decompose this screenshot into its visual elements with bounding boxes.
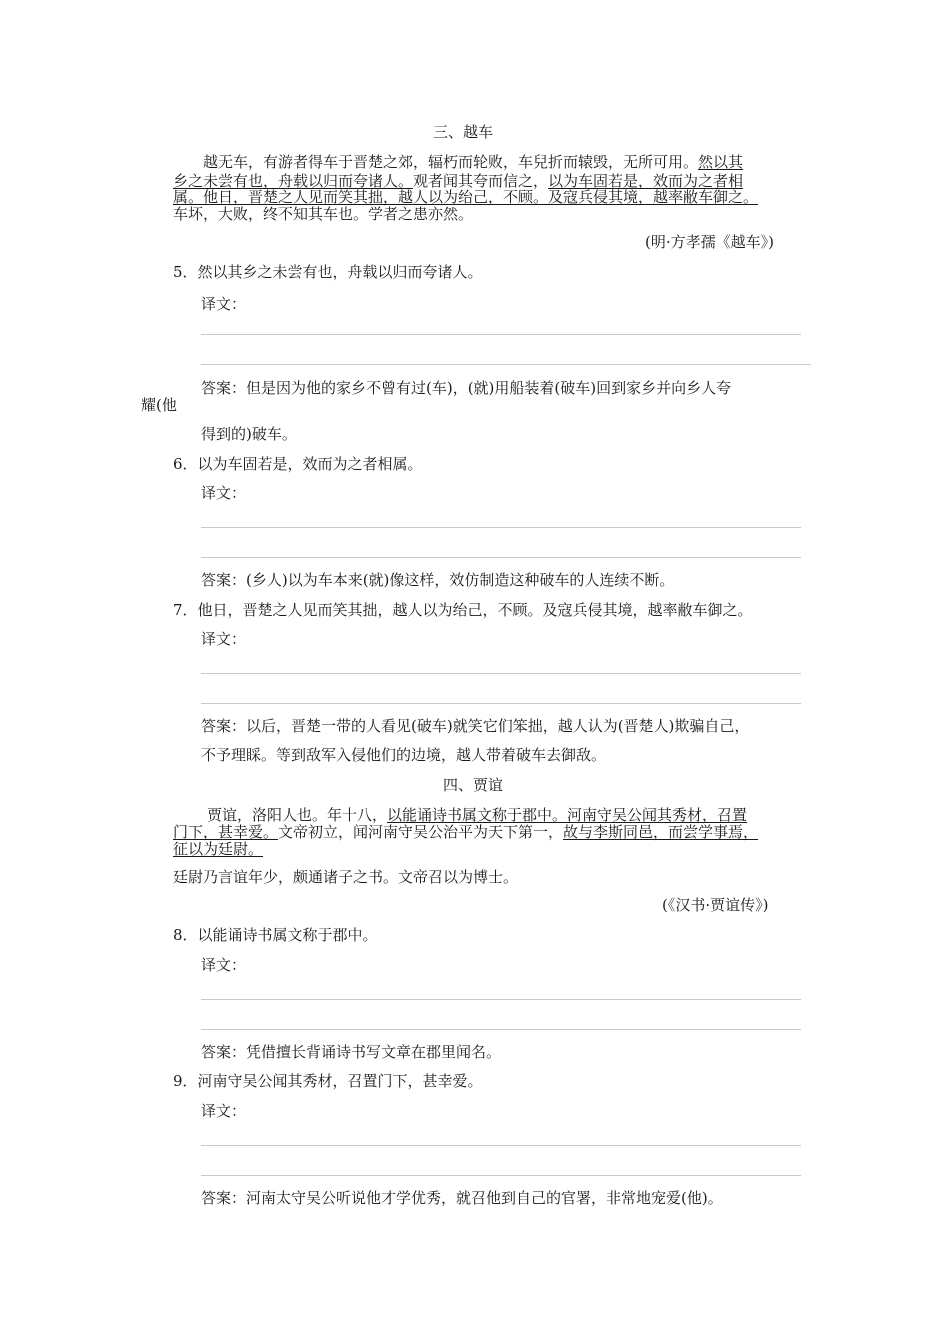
- answer-line[interactable]: [201, 1029, 801, 1030]
- passage-text: 越无车，有游者得车于晋楚之郊，辐朽而轮败，车兒折而辕毁，无所可用。: [203, 153, 699, 171]
- translation-label: 译文：: [201, 295, 247, 313]
- translation-label: 译文：: [201, 630, 247, 648]
- source-citation: (明·方孝孺《越车》): [645, 233, 774, 251]
- answer-7-cont: 不予理睬。等到敌军入侵他们的边境，越人带着破车去御敌。: [201, 746, 607, 764]
- answer-line[interactable]: [201, 673, 801, 674]
- passage4-line3: [173, 840, 820, 858]
- answer-8: 答案：凭借擅长背诵诗书写文章在郡里闻名。: [201, 1043, 502, 1061]
- answer-6: 答案：(乡人)以为车本来(就)像这样，效仿制造这种破车的人连续不断。: [201, 571, 675, 589]
- question-8: 8．以能诵诗书属文称于郡中。: [173, 926, 378, 944]
- question-6: 6．以为车固若是，效而为之者相属。: [173, 455, 423, 473]
- answer-line[interactable]: [201, 703, 801, 704]
- translation-label: 译文：: [201, 956, 247, 974]
- passage-text: 车坏，大败，终不知其车也。学者之患亦然。: [173, 205, 474, 223]
- passage3-line1: [173, 153, 820, 171]
- question-9: 9．河南守吴公闻其秀材，召置门下，甚幸爱。: [173, 1072, 483, 1090]
- passage-underlined: 征以为廷尉。: [173, 840, 264, 858]
- answer-5-cont: 得到的)破车。: [201, 425, 297, 443]
- translation-label: 译文：: [201, 1102, 247, 1120]
- answer-5-wrap: 耀(他: [141, 396, 177, 414]
- passage4-line2: [173, 823, 820, 841]
- passage4-line1: [173, 806, 820, 824]
- passage-text: 观者闻其夸而信之，: [413, 172, 549, 190]
- passage-underlined: 然以其: [698, 153, 744, 171]
- section3-title: 三、越车: [433, 123, 494, 141]
- answer-line[interactable]: [201, 364, 811, 365]
- passage-underlined: 以为车固若是，效而为之者相: [548, 172, 744, 190]
- question-7: 7．他日，晋楚之人见而笑其拙，越人以为绐己，不顾。及寇兵侵其境，越率敝车御之。: [173, 601, 753, 619]
- answer-line[interactable]: [201, 334, 801, 335]
- answer-7: 答案：以后，晋楚一带的人看见(破车)就笑它们笨拙，越人认为(晋楚人)欺骗自己，: [201, 717, 750, 735]
- answer-line[interactable]: [201, 557, 801, 558]
- passage4-line4: [173, 868, 820, 886]
- answer-line[interactable]: [201, 527, 801, 528]
- passage-text: 廷尉乃言谊年少，颇通诸子之书。文帝召以为博士。: [173, 868, 519, 886]
- translation-label: 译文：: [201, 484, 247, 502]
- answer-line[interactable]: [201, 1145, 801, 1146]
- answer-5: 答案：但是因为他的家乡不曾有过(车)，(就)用船装着(破车)回到家乡并向乡人夸: [201, 379, 732, 397]
- passage-text: 贾谊，洛阳人也。年十八，: [207, 806, 388, 824]
- answer-9: 答案：河南太守吴公听说他才学优秀，就召他到自己的官署，非常地宠爱(他)。: [201, 1189, 723, 1207]
- passage3-line3: [173, 188, 820, 206]
- passage-text: 文帝初立，闻河南守吴公治平为天下第一，: [278, 823, 564, 841]
- answer-line[interactable]: [201, 999, 801, 1000]
- passage-underlined: 属。他日，晋楚之人见而笑其拙，越人以为绐己，不顾。及寇兵侵其境，越率敝车御之。: [173, 188, 759, 206]
- passage3-line4: [173, 205, 820, 223]
- passage-underlined: 门下，甚幸爱。: [173, 823, 279, 841]
- question-5: 5．然以其乡之未尝有也，舟载以归而夸诸人。: [173, 263, 483, 281]
- source-citation: (《汉书·贾谊传》): [662, 896, 769, 914]
- answer-line[interactable]: [201, 1175, 801, 1176]
- section4-title: 四、贾谊: [443, 776, 504, 794]
- passage-underlined: 乡之未尝有也，舟载以归而夸诸人。: [173, 172, 414, 190]
- passage-underlined: 故与李斯同邑，而尝学事焉，: [563, 823, 759, 841]
- passage-underlined: 以能诵诗书属文称于郡中。河南守吴公闻其秀材，召置: [387, 806, 748, 824]
